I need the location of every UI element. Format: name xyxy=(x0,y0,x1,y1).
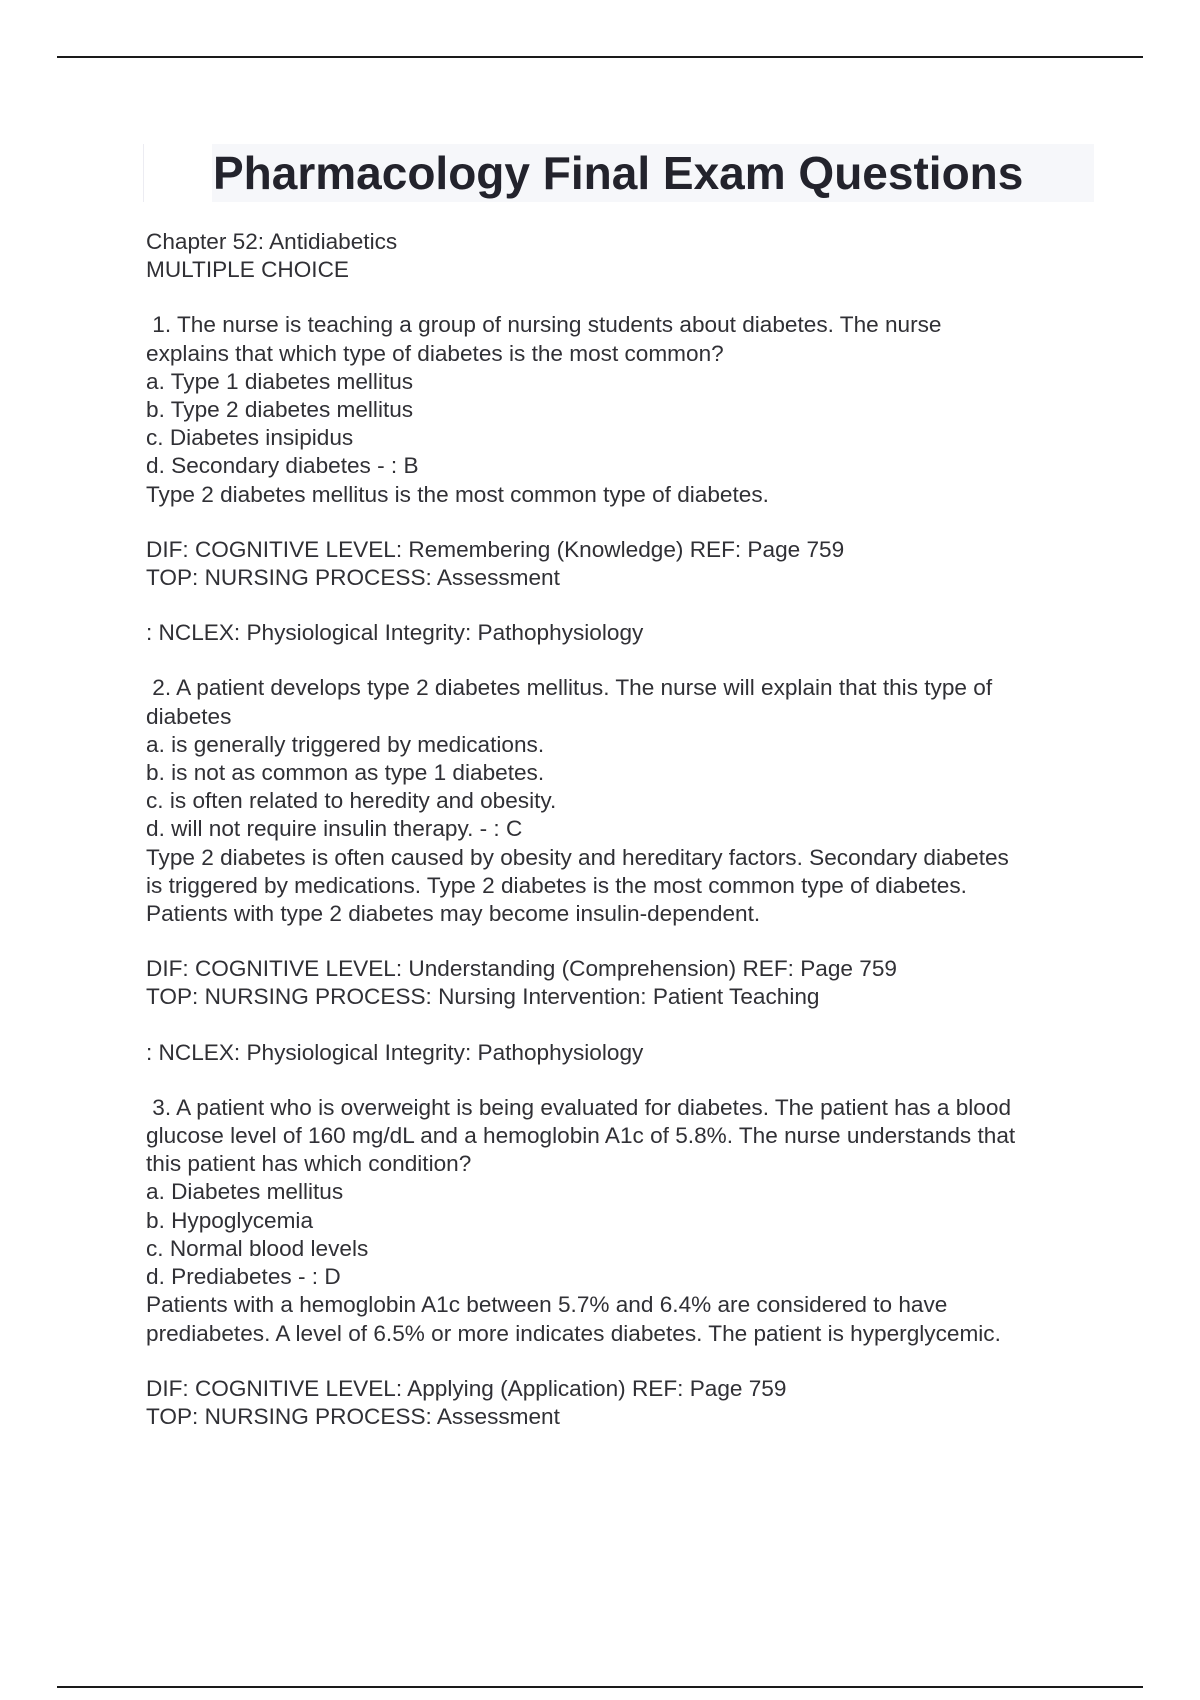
question-2-top: TOP: NURSING PROCESS: Nursing Intervention: Patient Teaching xyxy=(146,984,820,1010)
question-2-option-a: a. is generally triggered by medications. xyxy=(146,731,545,757)
spacer xyxy=(146,928,1106,955)
question-1-nclex: : NCLEX: Physiological Integrity: Pathophysiology xyxy=(146,620,644,646)
spacer xyxy=(146,284,1106,311)
spacer xyxy=(146,509,1106,536)
question-3 xyxy=(146,1094,1106,1431)
spacer xyxy=(146,1012,1106,1039)
spacer xyxy=(146,592,1106,619)
question-1 xyxy=(146,311,1106,647)
question-1-option-a: a. Type 1 diabetes mellitus xyxy=(146,368,414,394)
title-block xyxy=(143,144,1094,202)
spacer xyxy=(146,647,1106,674)
question-3-stem-line-2: glucose level of 160 mg/dL and a hemoglobin A1c of 5.8%. The nurse understands that xyxy=(146,1123,1016,1149)
question-2-rationale-line-1: Type 2 diabetes is often caused by obesity and hereditary factors. Secondary diabetes xyxy=(146,844,1009,870)
question-2-stem-line-1: 2. A patient develops type 2 diabetes mellitus. The nurse will explain that this type of xyxy=(152,675,993,701)
bottom-rule xyxy=(57,1686,1143,1688)
question-1-dif: DIF: COGNITIVE LEVEL: Remembering (Knowledge) REF: Page 759 xyxy=(146,536,845,562)
question-3-rationale-line-2: prediabetes. A level of 6.5% or more indicates diabetes. The patient is hyperglycemic. xyxy=(146,1320,1001,1346)
spacer xyxy=(146,1348,1106,1375)
section-heading: MULTIPLE CHOICE xyxy=(146,257,349,283)
question-2-stem-line-2: diabetes xyxy=(146,703,232,729)
chapter-heading: Chapter 52: Antidiabetics xyxy=(146,229,398,254)
question-3-option-a: a. Diabetes mellitus xyxy=(146,1179,344,1205)
question-2-rationale-line-3: Patients with type 2 diabetes may become insulin-dependent. xyxy=(146,901,761,927)
question-2-nclex: : NCLEX: Physiological Integrity: Pathophysiology xyxy=(146,1039,644,1065)
question-3-stem-line-3: this patient has which condition? xyxy=(146,1151,472,1177)
question-3-dif: DIF: COGNITIVE LEVEL: Applying (Application) REF: Page 759 xyxy=(146,1375,787,1401)
question-1-stem-line-2: explains that which type of diabetes is the most common? xyxy=(146,340,724,366)
question-2-option-c: c. is often related to heredity and obesity. xyxy=(146,788,557,814)
question-1-option-c: c. Diabetes insipidus xyxy=(146,425,354,451)
question-3-rationale-line-1: Patients with a hemoglobin A1c between 5.7% and 6.4% are considered to have xyxy=(146,1292,948,1318)
question-3-stem-line-1: 3. A patient who is overweight is being evaluated for diabetes. The patient has a blood xyxy=(152,1094,1012,1120)
question-2-dif: DIF: COGNITIVE LEVEL: Understanding (Comprehension) REF: Page 759 xyxy=(146,956,897,982)
spacer xyxy=(146,1067,1106,1094)
question-2-option-b: b. is not as common as type 1 diabetes. xyxy=(146,760,545,786)
question-2-rationale-line-2: is triggered by medications. Type 2 diabetes is the most common type of diabetes. xyxy=(146,872,967,898)
question-3-option-b: b. Hypoglycemia xyxy=(146,1207,314,1233)
top-rule xyxy=(57,56,1143,58)
question-1-rationale: Type 2 diabetes mellitus is the most common type of diabetes. xyxy=(146,481,769,507)
question-2-option-d: d. will not require insulin therapy. - : C xyxy=(146,816,523,842)
question-2 xyxy=(146,674,1106,1066)
page-title: Pharmacology Final Exam Questions xyxy=(213,147,1024,199)
question-3-top: TOP: NURSING PROCESS: Assessment xyxy=(146,1403,560,1429)
document-body xyxy=(146,228,1106,1431)
question-1-option-b: b. Type 2 diabetes mellitus xyxy=(146,397,414,423)
question-1-stem-line-1: 1. The nurse is teaching a group of nursing students about diabetes. The nurse xyxy=(152,312,942,338)
question-3-option-d: d. Prediabetes - : D xyxy=(146,1264,341,1290)
question-3-option-c: c. Normal blood levels xyxy=(146,1235,369,1261)
question-1-top: TOP: NURSING PROCESS: Assessment xyxy=(146,565,560,591)
question-1-option-d: d. Secondary diabetes - : B xyxy=(146,453,419,479)
